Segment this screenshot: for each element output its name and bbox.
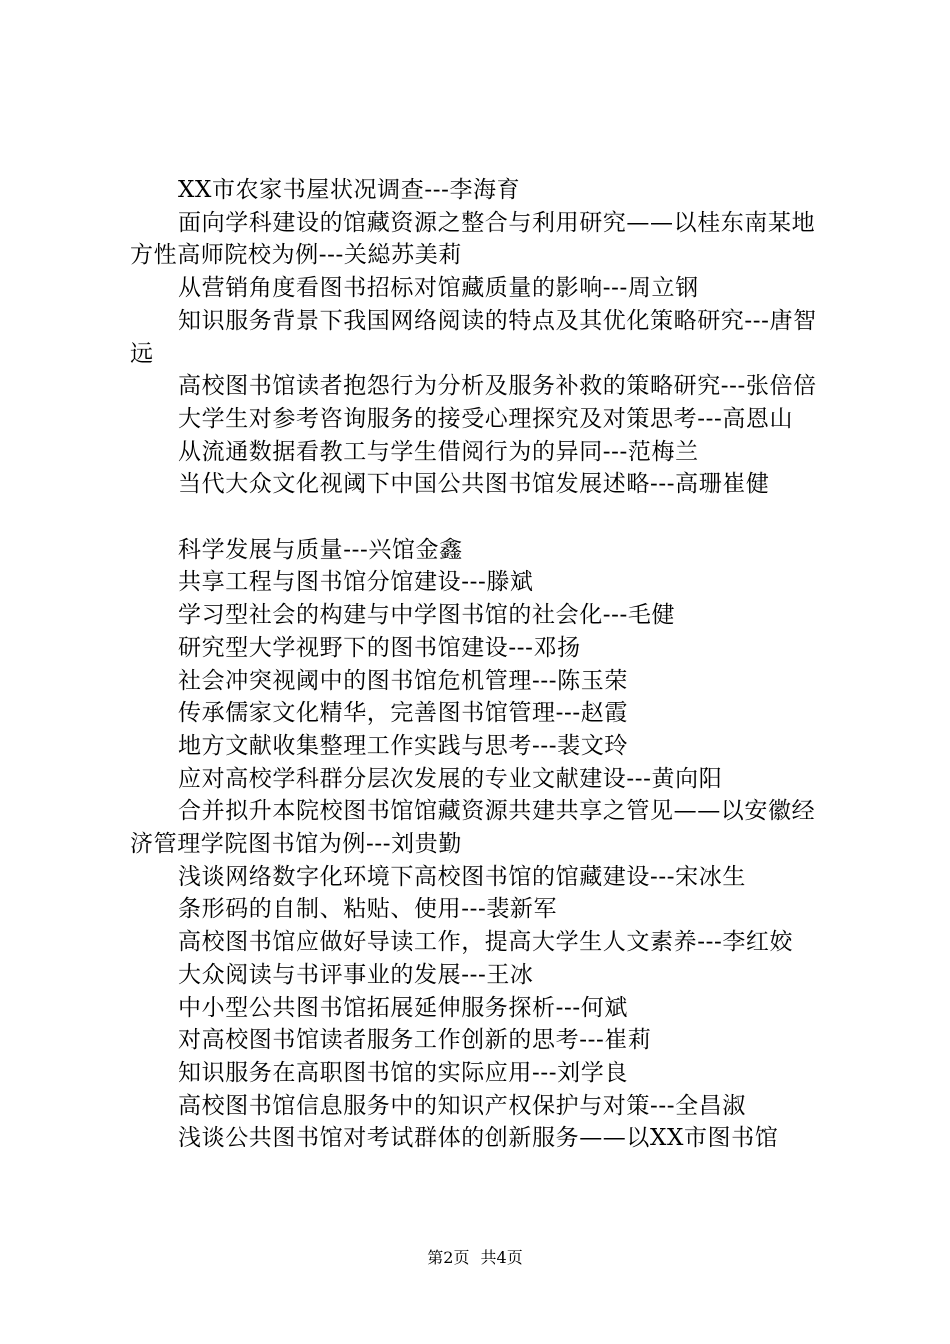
list-item: 从营销角度看图书招标对馆藏质量的影响---周立钢 — [178, 275, 699, 302]
list-item: 高校图书馆信息服务中的知识产权保护与对策---全昌淑 — [178, 1092, 746, 1119]
list-item: 对高校图书馆读者服务工作创新的思考---崔莉 — [178, 1027, 652, 1054]
list-item: 从流通数据看教工与学生借阅行为的异同---范梅兰 — [178, 438, 699, 465]
list-item: 应对高校学科群分层次发展的专业文献建设---黄向阳 — [178, 765, 723, 792]
list-item: 共享工程与图书馆分馆建设---滕斌 — [178, 569, 534, 596]
list-item: 浅谈网络数字化环境下高校图书馆的馆藏建设---宋冰生 — [178, 863, 746, 890]
list-item: 浅谈公共图书馆对考试群体的创新服务——以XX市图书馆 — [178, 1125, 779, 1152]
entry-list — [130, 174, 835, 1155]
list-item: 中小型公共图书馆拓展延伸服务探析---何斌 — [178, 994, 628, 1021]
list-item: 条形码的自制、粘贴、使用---裴新军 — [178, 896, 558, 923]
list-item: 当代大众文化视阈下中国公共图书馆发展述略---高珊崔健 — [178, 471, 770, 498]
list-item: 高校图书馆应做好导读工作，提高大学生人文素养---李红姣 — [178, 929, 794, 956]
list-item: 社会冲突视阈中的图书馆危机管理---陈玉荣 — [178, 667, 628, 694]
list-item: 大学生对参考咨询服务的接受心理探究及对策思考---高恩山 — [178, 405, 794, 432]
page-footer — [0, 1245, 950, 1268]
list-item: 地方文献收集整理工作实践与思考---裴文玲 — [178, 732, 628, 759]
list-item: XX市农家书屋状况调查---李海育 — [178, 177, 521, 203]
list-item: 大众阅读与书评事业的发展---王冰 — [178, 961, 534, 988]
list-item: 合并拟升本院校图书馆馆藏资源共建共享之管见——以安徽经济管理学院图书馆为例---刘贵勤 — [130, 798, 816, 858]
list-item: 科学发展与质量---兴馆金鑫 — [178, 536, 463, 563]
list-item: 传承儒家文化精华，完善图书馆管理---赵霞 — [178, 700, 628, 727]
list-item: 面向学科建设的馆藏资源之整合与利用研究——以桂东南某地方性高师院校为例---关縂苏美莉 — [130, 209, 816, 269]
list-item: 知识服务背景下我国网络阅读的特点及其优化策略研究---唐智远 — [130, 307, 817, 367]
list-item: 知识服务在高职图书馆的实际应用---刘学良 — [178, 1059, 628, 1086]
page-total: 共4页 — [480, 1248, 523, 1267]
list-item: 高校图书馆读者抱怨行为分析及服务补救的策略研究---张倍倍 — [178, 373, 817, 400]
page-number: 第2页 — [427, 1248, 470, 1267]
list-item: 学习型社会的构建与中学图书馆的社会化---毛健 — [178, 602, 676, 629]
list-item: 研究型大学视野下的图书馆建设---邓扬 — [178, 634, 581, 661]
